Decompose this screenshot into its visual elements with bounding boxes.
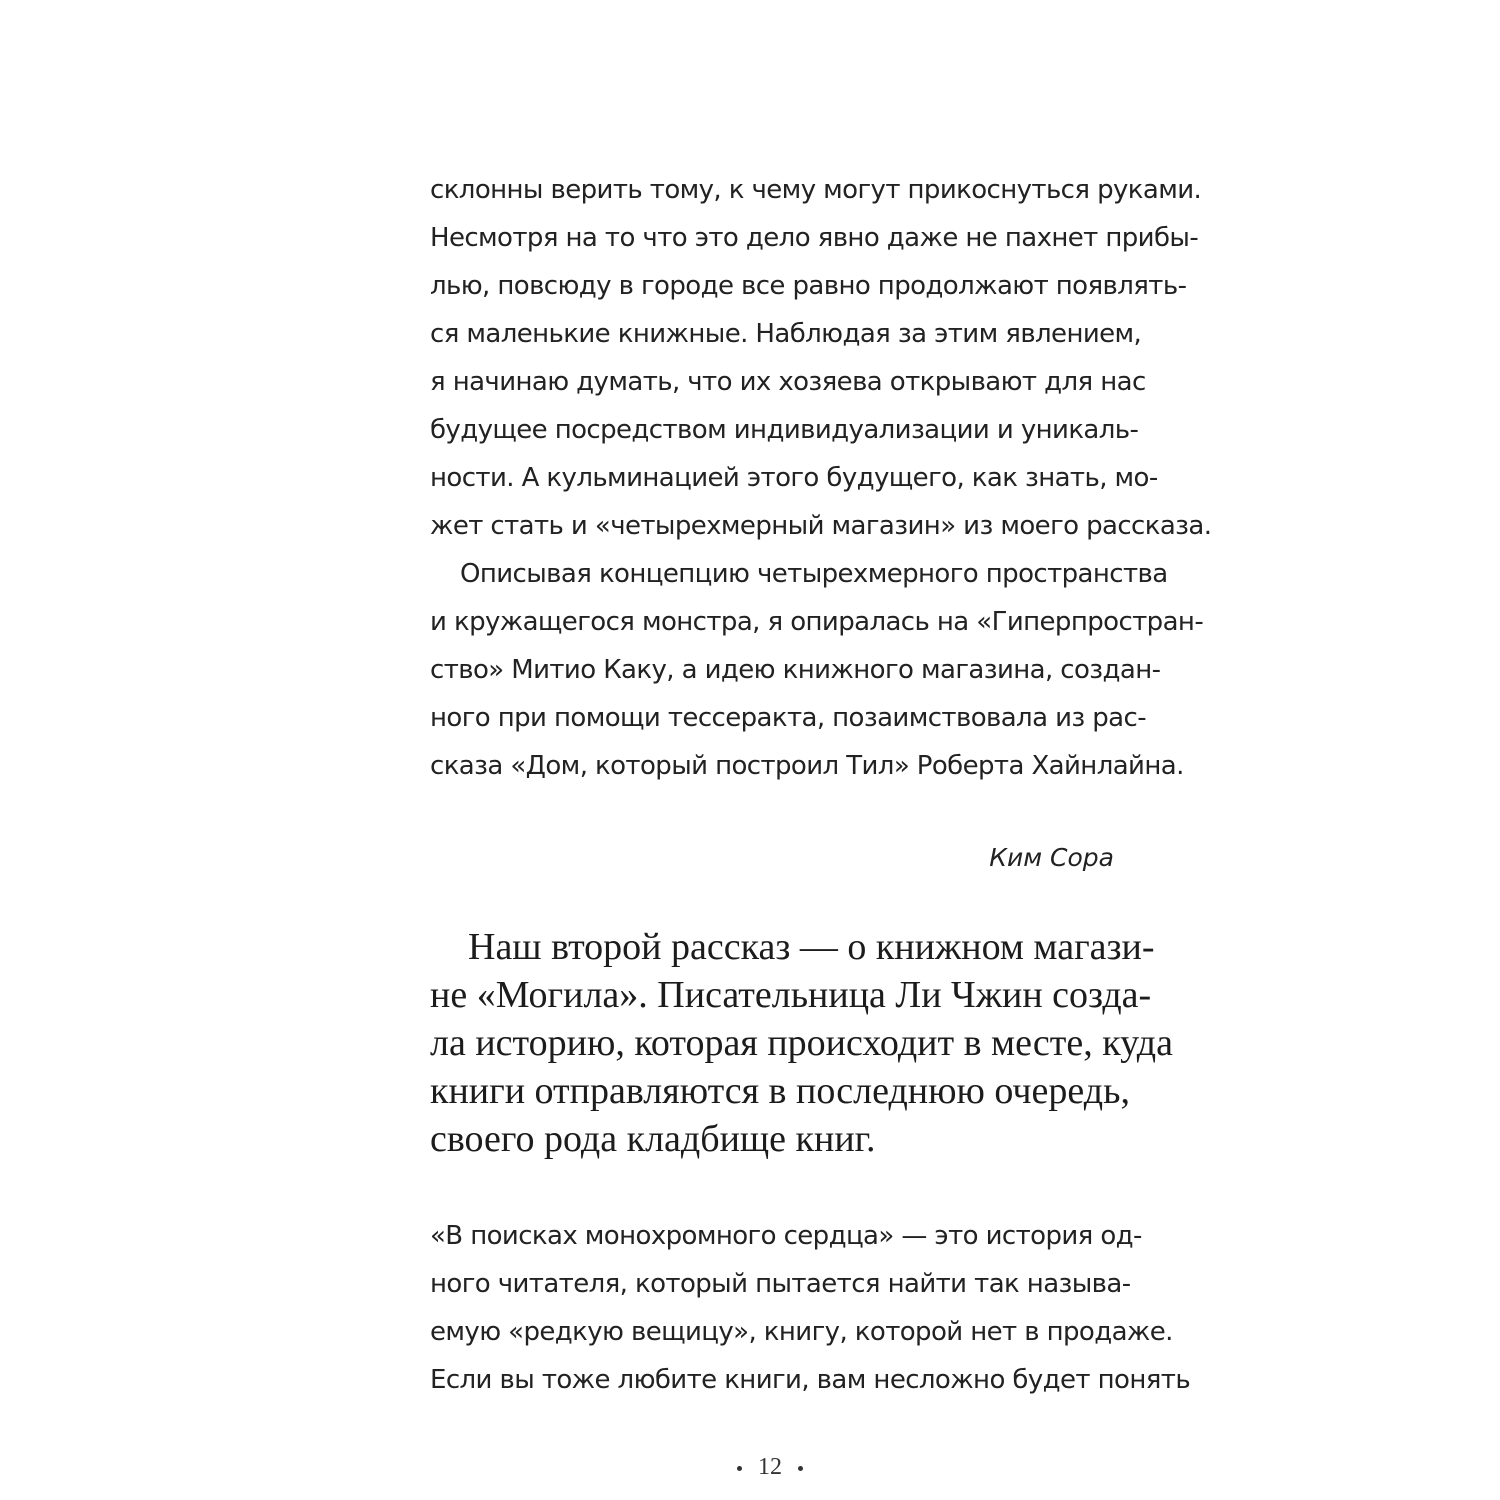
text-line: я начинаю думать, что их хозяева открывают для нас <box>430 367 1146 397</box>
text-line: «В поисках монохромного сердца» — это история од- <box>430 1221 1142 1251</box>
text-line: Несмотря на то что это дело явно даже не пахнет прибы- <box>430 223 1199 253</box>
text-line: ство» Митио Каку, а идею книжного магазина, создан- <box>430 655 1161 685</box>
text-line: жет стать и «четырехмерный магазин» из моего рассказа. <box>430 511 1212 541</box>
text-line: ности. А кульминацией этого будущего, как знать, мо- <box>430 463 1158 493</box>
author-signature: Ким Сора <box>989 843 1114 872</box>
text-line: своего рода кладбище книг. <box>430 1118 876 1160</box>
bullet-icon <box>798 1466 803 1471</box>
text-line: книги отправляются в последнюю очередь, <box>430 1070 1130 1112</box>
text-line: будущее посредством индивидуализации и уникаль- <box>430 415 1139 445</box>
page-number: 12 <box>758 1454 782 1480</box>
text-line: лью, повсюду в городе все равно продолжают появлять- <box>430 271 1187 301</box>
text-line: и кружащегося монстра, я опиралась на «Гиперпростран- <box>430 607 1204 637</box>
text-line: ла историю, которая происходит в месте, куда <box>430 1022 1173 1064</box>
page-number-footer <box>700 1447 840 1487</box>
text-line: ного читателя, который пытается найти так называ- <box>430 1269 1131 1299</box>
text-line: не «Могила». Писательница Ли Чжин созда- <box>430 974 1152 1016</box>
text-line: Наш второй рассказ — о книжном магази- <box>468 926 1155 968</box>
text-line: сказа «Дом, который построил Тил» Роберта Хайнлайна. <box>430 751 1184 781</box>
text-line: склонны верить тому, к чему могут прикоснуться руками. <box>430 175 1202 205</box>
text-line: емую «редкую вещицу», книгу, которой нет в продаже. <box>430 1317 1173 1347</box>
text-line: Описывая концепцию четырехмерного пространства <box>460 559 1168 589</box>
text-line: Если вы тоже любите книги, вам несложно будет понять <box>430 1365 1191 1395</box>
text-line: ного при помощи тессеракта, позаимствовала из рас- <box>430 703 1146 733</box>
text-line: ся маленькие книжные. Наблюдая за этим явлением, <box>430 319 1142 349</box>
bullet-icon <box>737 1466 742 1471</box>
